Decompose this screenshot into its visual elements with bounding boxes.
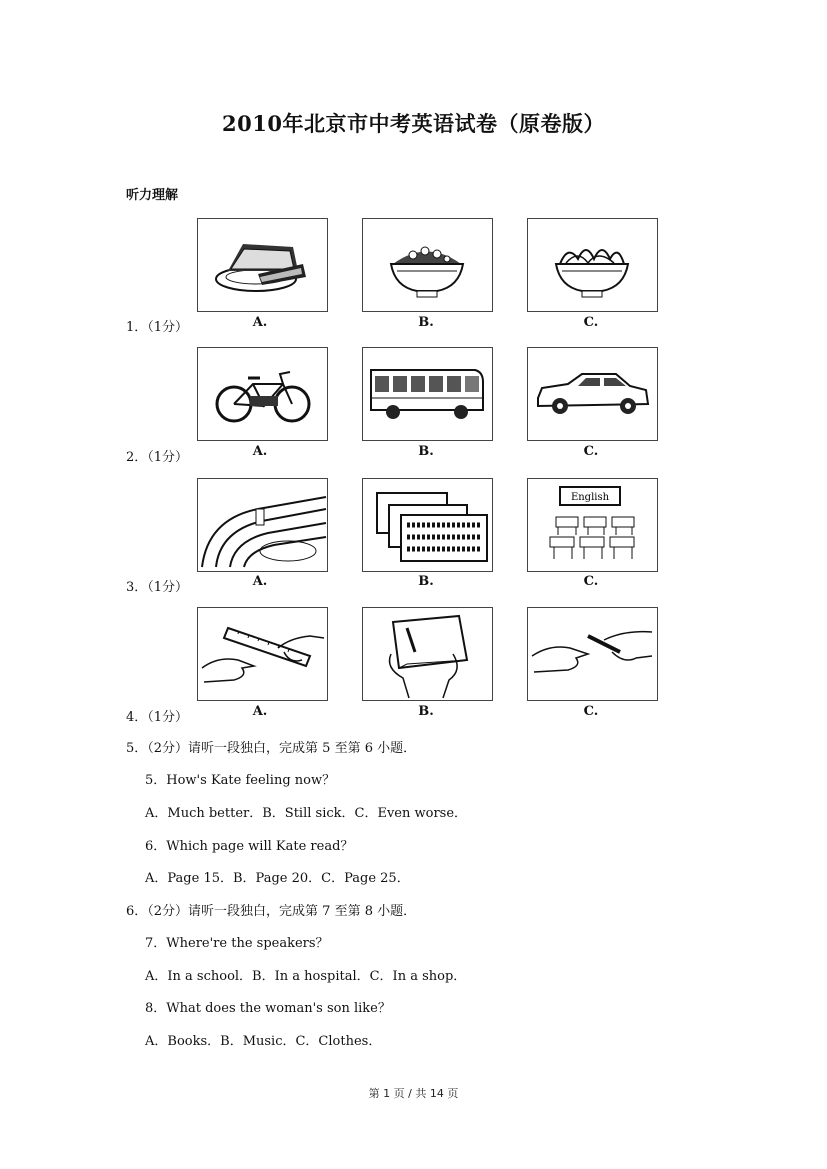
q4-option-b-picture[interactable] [362,607,493,701]
bicycle-icon [198,348,327,440]
q4-option-a-picture[interactable] [197,607,328,701]
q8-sub-options: A．Books．B．Music．C．Clothes． [145,1034,382,1049]
q1-option-a-picture[interactable] [197,218,328,312]
q3-option-c-picture[interactable] [527,478,658,572]
book-in-hands-icon [363,608,492,700]
pen-handover-icon [528,608,657,700]
q2-option-a-picture[interactable] [197,347,328,441]
bus-icon [363,348,492,440]
q5-sub-options: A．Much better．B．Still sick．C．Even worse． [145,806,468,821]
page-title: 2010年北京市中考英语试卷（原卷版） [222,111,605,136]
q2-option-c-picture[interactable] [527,347,658,441]
bookshelf-icon [363,479,492,571]
page-footer: 第 1 页 / 共 14 页 [368,1087,459,1100]
q3-option-a-picture[interactable] [197,478,328,572]
q6-header: 6．（2分）请听一段独白，完成第 7 至第 8 小题． [126,904,417,919]
q1-option-b-label: B. [418,315,434,330]
q3-option-b-label: B. [418,574,434,589]
q8-sub-question: 8．What does the woman's son like？ [145,1001,391,1016]
q2-label: 2．（1分） [126,450,189,465]
q7-sub-question: 7．Where're the speakers？ [145,936,329,951]
q7-sub-options: A．In a school．B．In a hospital．C．In a shop． [145,969,467,984]
q2-option-b-label: B. [418,444,434,459]
q3-label: 3．（1分） [126,580,189,595]
q4-option-b-label: B. [418,704,434,719]
q3-option-a-label: A. [252,574,268,589]
sandwich-plate-icon [198,219,327,311]
rice-bowl-icon [363,219,492,311]
q1-option-a-label: A. [252,315,268,330]
sports-track-icon [198,479,327,571]
q3-option-c-label: C. [583,574,599,589]
car-icon [528,348,657,440]
q1-option-c-label: C. [583,315,599,330]
section-heading: 听力理解 [126,188,179,203]
q1-option-c-picture[interactable] [527,218,658,312]
q2-option-c-label: C. [583,444,599,459]
english-classroom-icon [528,479,657,571]
q6-sub-question: 6．Which page will Kate read？ [145,839,354,854]
noodle-bowl-icon [528,219,657,311]
ruler-handover-icon [198,608,327,700]
q5-header: 5．（2分）请听一段独白，完成第 5 至第 6 小题． [126,741,417,756]
q4-option-a-label: A. [252,704,268,719]
classroom-sign-text: English [570,492,610,503]
q4-label: 4．（1分） [126,710,189,725]
q5-sub-question: 5．How's Kate feeling now？ [145,773,336,788]
q4-option-c-picture[interactable] [527,607,658,701]
q3-option-b-picture[interactable] [362,478,493,572]
q2-option-b-picture[interactable] [362,347,493,441]
q1-label: 1．（1分） [126,320,189,335]
q6-sub-options: A．Page 15．B．Page 20．C．Page 25． [145,871,410,886]
q4-option-c-label: C. [583,704,599,719]
q2-option-a-label: A. [252,444,268,459]
q1-option-b-picture[interactable] [362,218,493,312]
